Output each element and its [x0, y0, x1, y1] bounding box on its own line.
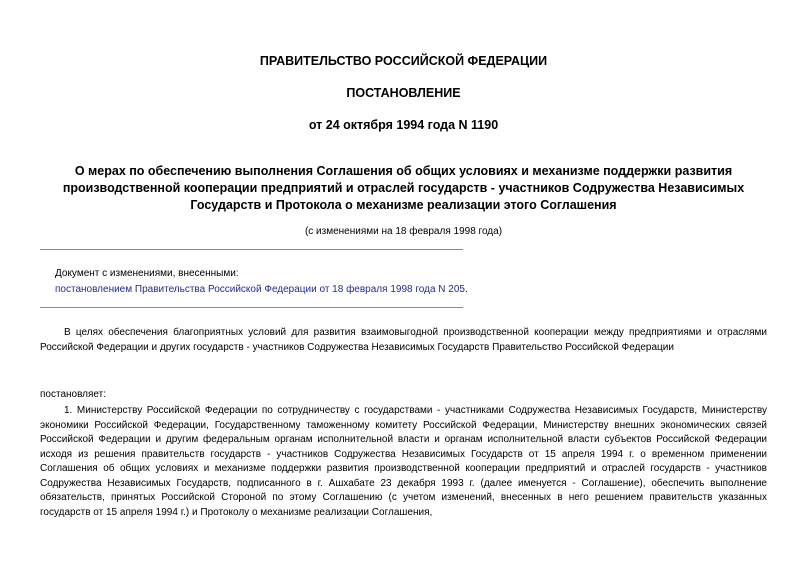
item1-paragraph: [40, 404, 767, 520]
amendment-link[interactable]: постановлением Правительства Российской Федерации от 18 февраля 1998 года N 205: [55, 284, 465, 295]
resolves-paragraph: [40, 388, 767, 403]
document-title: О мерах по обеспечению выполнения Соглашения об общих условиях и механизме поддержки развития производственной кооперации предприятий и отраслей государств - участников Содружества Независимых Государств и Протокола о механизме реализации этого Соглашения: [62, 164, 745, 212]
government-heading: ПРАВИТЕЛЬСТВО РОССИЙСКОЙ ФЕДЕРАЦИИ: [259, 54, 548, 68]
item1-text: 1. Министерству Российской Федерации по сотрудничеству с государствами - участниками Содружества Независимых Государств, Министерству экономики Российской Федерации, Государственному таможенному комитету Российской Федерации, Министерству внешних экономических связей Российской Федерации и другим федеральным органам исполнительной власти и органам исполнительной власти субъектов Российской Федерации исходя из решения правительств государств - участников Содружества Независимых Государств от 15 апреля 1994 г. о временном применении Соглашения об общих условиях и механизме поддержки развития производственной кооперации предприятий и отраслей государств - участников Содружества Независимых Государств, подписанного в г. Ашхабате 23 декабря 1993 г. (далее именуется - Соглашение), обеспечить выполнение обязательств, принятых Российской Стороной по этому Соглашению (с учетом изменений, внесенных в него решением правительств указанных государств от 15 апреля 1994 г.) и Протоколу о механизме реализации Соглашения,: [40, 405, 767, 518]
preamble-text: В целях обеспечения благоприятных условий для развития взаимовыгодной производственной кооперации между предприятиями и отраслями Российской Федерации и других государств - участников Содружества Независимых Государств Правительство Российской Федерации: [40, 327, 767, 353]
changes-note-line: [55, 282, 755, 298]
changes-note-tail: .: [465, 284, 468, 295]
document-date-number: от 24 октября 1994 года N 1190: [308, 118, 499, 132]
document-type: ПОСТАНОВЛЕНИЕ: [346, 86, 461, 100]
revision-subtitle: (с изменениями на 18 февраля 1998 года): [304, 226, 503, 237]
divider-top: [40, 249, 463, 250]
divider-bottom: [40, 307, 463, 308]
preamble-paragraph: [40, 326, 767, 355]
changes-note-intro: Документ с изменениями, внесенными:: [55, 268, 239, 279]
resolves-text: постановляет:: [40, 389, 107, 400]
